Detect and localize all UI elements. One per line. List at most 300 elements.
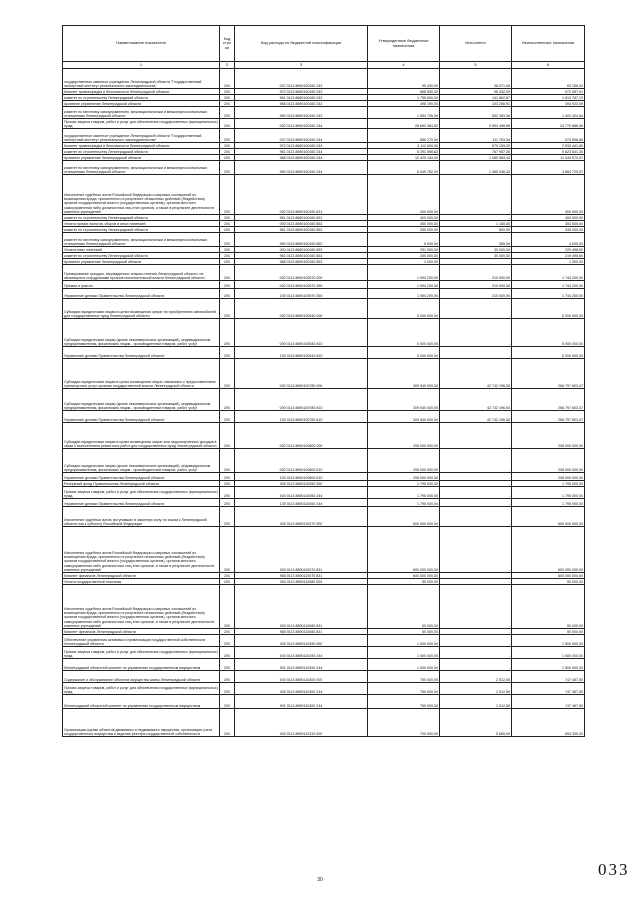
table-row: [63, 695, 585, 709]
cell-unexecuted: 694 335,00: [512, 709, 585, 737]
cell-unexecuted: 5 000 000,00: [512, 299, 585, 319]
cell-name: комитет по строительству Ленинградской области: [63, 227, 220, 233]
cell-code: 200: [220, 265, 235, 281]
cell-approved: 3 112 600,00: [368, 143, 440, 149]
cell-executed: 3 594 498,86: [440, 119, 512, 129]
cell-approved: 12 425 154,00: [368, 155, 440, 161]
cell-approved: 50 000,00: [368, 585, 440, 629]
cell-code: 200: [220, 233, 235, 247]
cell-unexecuted: 208 000 000,00: [512, 423, 585, 449]
table-row: [63, 107, 585, 119]
cell-executed: -: [440, 507, 512, 527]
cell-name: Субсидии юридическим лицам (кроме некоммерческих организаций), индивидуальным предпринимателям, физическим лицам - производителям товаров, работ, услуг: [63, 319, 220, 347]
cell-name: комитет по местному самоуправлению, межнациональным и межконфессиональным отношениям Ленинградской области: [63, 107, 220, 119]
table-row: [63, 423, 585, 449]
cell-approved: 6 049 762,00: [368, 161, 440, 175]
cell-approved: 1 500 000,00: [368, 659, 440, 671]
cell-approved: 1 795 000,00: [368, 487, 440, 499]
cell-executed: 30 000,00: [440, 253, 512, 259]
cell-executed: 365,00: [440, 233, 512, 247]
cell-executed: -: [440, 487, 512, 499]
cell-code: 200: [220, 155, 235, 161]
table-row: [63, 161, 585, 175]
table-row: [63, 659, 585, 671]
cell-executed: 141 862,87: [440, 95, 512, 101]
cell-classification: 972 0113 8890100160 244: [235, 143, 368, 149]
cell-unexecuted: 1 795 000,00: [512, 481, 585, 487]
cell-executed: 579 159,20: [440, 143, 512, 149]
cell-executed: -: [440, 175, 512, 215]
cell-approved: 309 540 000,00: [368, 359, 440, 389]
page-stamp: 033: [598, 860, 630, 879]
cell-classification: 130 0113 8890100800 810: [235, 473, 368, 481]
cell-classification: 000 0113 8890110310 000: [235, 709, 368, 737]
cell-unexecuted: 220 498,60: [512, 247, 585, 253]
cell-name: Обеспечение управления активами и приватизации государственной собственности Ленинградской области: [63, 635, 220, 647]
cell-unexecuted: 1 613 787,13: [512, 95, 585, 101]
cell-unexecuted: 1 744 200,00: [512, 289, 585, 299]
cell-executed: 1 165,00: [440, 221, 512, 227]
cell-code: 200: [220, 119, 235, 129]
cell-classification: 988 0113 8890100160 242: [235, 101, 368, 107]
cell-executed: -: [440, 423, 512, 449]
cell-approved: 1 954 200,00: [368, 265, 440, 281]
col-number: 4: [368, 62, 440, 69]
table-row: [63, 289, 585, 299]
cell-name: Субсидии юридическим лицам (кроме некоммерческих организаций), индивидуальным предпринимателям, физическим лицам - производителям товаров, работ, услуг: [63, 389, 220, 411]
cell-classification: 047 0113 8890100160 244: [235, 129, 368, 143]
cell-executed: -: [440, 629, 512, 635]
cell-approved: 1 795 000,00: [368, 499, 440, 507]
cell-classification: 000 0113 8890100160 853: [235, 247, 368, 253]
cell-approved: 1 795 000,00: [368, 481, 440, 487]
table-row: [63, 683, 585, 695]
cell-name: Ленинградский областной комитет по управлению государственным имуществом: [63, 659, 220, 671]
cell-code: 200: [220, 89, 235, 95]
cell-executed: -: [440, 347, 512, 359]
cell-approved: 1 000,00: [368, 259, 440, 265]
cell-classification: 965 0113 8890110080 831: [235, 629, 368, 635]
cell-name: Архивное управление Ленинградской области: [63, 259, 220, 265]
cell-code: 200: [220, 359, 235, 389]
cell-classification: 000 0113 8890100570 000: [235, 265, 368, 281]
cell-approved: 208 000 000,00: [368, 473, 440, 481]
cell-unexecuted: 50 000,00: [512, 585, 585, 629]
cell-name: Ленинградский областной комитет по управлению государственным имуществом: [63, 695, 220, 709]
table-row: [63, 527, 585, 573]
cell-approved: 5 000 000,00: [368, 347, 440, 359]
cell-executed: -: [440, 499, 512, 507]
cell-approved: 309 540 000,00: [368, 389, 440, 411]
cell-classification: 130 0113 8890100570 350: [235, 289, 368, 299]
cell-executed: 42 742 196,53: [440, 389, 512, 411]
cell-classification: 961 0113 8890100160 831: [235, 215, 368, 221]
cell-code: 200: [220, 389, 235, 411]
cell-executed: -: [440, 449, 512, 473]
cell-name: Уплата иных платежей: [63, 247, 220, 253]
cell-name: Прочая закупка товаров, работ и услуг для обеспечения государственных (муниципальных) нужд: [63, 683, 220, 695]
table-row: [63, 487, 585, 499]
cell-executed: -: [440, 585, 512, 629]
cell-classification: 990 0113 8890100160 242: [235, 107, 368, 119]
cell-executed: 96 432,09: [440, 89, 512, 95]
cell-classification: 000 0113 8890100780 000: [235, 359, 368, 389]
table-row: [63, 449, 585, 473]
cell-code: 200: [220, 107, 235, 119]
cell-unexecuted: 747 487,50: [512, 671, 585, 683]
table-row: [63, 233, 585, 247]
cell-code: 200: [220, 487, 235, 499]
table-row: [63, 473, 585, 481]
cell-name: Субсидии юридическим лицам (кроме некоммерческих организаций), индивидуальным предпринимателям, физическим лицам - производителям товаров, работ, услуг: [63, 449, 220, 473]
cell-executed: 30 000,00: [440, 247, 512, 253]
cell-name: Исполнение судебных актов Российской Федерации и мировых соглашений по возмещению вреда, причиненного в результате незаконных действий (бездействия) органов государственной власти (государственных органов), органов местного самоуправления либо должностных лиц этих органов, а также в результате деятельности казенных учреждений: [63, 527, 220, 573]
cell-approved: 1 500 000,00: [368, 647, 440, 659]
cell-approved: 309 540 000,00: [368, 411, 440, 423]
cell-code: 200: [220, 143, 235, 149]
cell-approved: 208 000 000,00: [368, 449, 440, 473]
cell-approved: 750 000,00: [368, 671, 440, 683]
cell-unexecuted: 353 835,00: [512, 221, 585, 227]
header-unexecuted: Неисполненные назначения: [512, 26, 585, 62]
cell-approved: 400 000,00: [368, 215, 440, 221]
table-row: [63, 499, 585, 507]
header-classification: Код расхода по бюджетной классификации: [235, 26, 368, 62]
table-row: [63, 507, 585, 527]
cell-unexecuted: 1 500 000,00: [512, 635, 585, 647]
cell-classification: 961 0113 8890100160 242: [235, 95, 368, 101]
cell-unexecuted: 747 487,50: [512, 695, 585, 709]
table-row: [63, 359, 585, 389]
cell-code: 200: [220, 683, 235, 695]
cell-code: 200: [220, 319, 235, 347]
cell-name: Комитет финансов Ленинградской области: [63, 629, 220, 635]
cell-unexecuted: 747 487,50: [512, 683, 585, 695]
cell-executed: 552 283,36: [440, 107, 512, 119]
cell-approved: 6 391 598,62: [368, 149, 440, 155]
cell-unexecuted: 50 000,00: [512, 629, 585, 635]
cell-classification: 130 0113 8890110050 244: [235, 499, 368, 507]
cell-name: Архивное управление Ленинградской области: [63, 101, 220, 107]
cell-unexecuted: 1 744 200,00: [512, 265, 585, 281]
cell-approved: 250 000,00: [368, 253, 440, 259]
cell-executed: -: [440, 573, 512, 579]
cell-code: 200: [220, 129, 235, 143]
table-row: [63, 129, 585, 143]
cell-name: Субсидии юридическим лицам в целях возмещения затрат или недополученных доходов в связи с выполнением ремонтных работ для государственных нужд Ленинградской области: [63, 423, 220, 449]
cell-classification: 961 0113 8890100160 853: [235, 253, 368, 259]
cell-unexecuted: 400 000,00: [512, 215, 585, 221]
cell-name: Управление делами Правительства Ленинградской области: [63, 347, 220, 359]
header-code: Код стро ки: [220, 26, 235, 62]
cell-classification: 000 0113 8890100160 852: [235, 221, 368, 227]
cell-executed: -: [440, 647, 512, 659]
cell-unexecuted: 24 770 886,06: [512, 119, 585, 129]
cell-name: Исполнение судебных актов Российской Федерации и мировых соглашений по возмещению вреда, причиненного в результате незаконных действий (бездействия) органов государственной власти (государственных органов), органов местного самоуправления либо должностных лиц этих органов, а также в результате деятельности казенных учреждений: [63, 585, 220, 629]
cell-name: Комитет финансов Ленинградской области: [63, 573, 220, 579]
cell-code: 200: [220, 473, 235, 481]
cell-executed: 42 742 196,53: [440, 359, 512, 389]
cell-executed: 1 080 583,43: [440, 155, 512, 161]
cell-unexecuted: 219 498,60: [512, 253, 585, 259]
cell-unexecuted: 574 506,66: [512, 129, 585, 143]
table-row: [63, 671, 585, 683]
cell-approved: 5 000 000,00: [368, 299, 440, 319]
cell-approved: 1 954 200,00: [368, 289, 440, 299]
cell-name: Субсидии юридическим лицам в целях возмещения затрат, связанных с предоставлением транспортных услуг органам государственной власти Ленинградской области: [63, 359, 220, 389]
cell-classification: 990 0113 8890100160 852: [235, 233, 368, 247]
table-row: [63, 299, 585, 319]
cell-approved: 1 755 650,00: [368, 95, 440, 101]
header-executed: Исполнено: [440, 26, 512, 62]
cell-unexecuted: 1 744 200,00: [512, 281, 585, 289]
cell-classification: 961 0113 8890100160 852: [235, 227, 368, 233]
cell-name: Содержание и обслуживание объектов имущества казны Ленинградской области: [63, 671, 220, 683]
cell-code: 200: [220, 253, 235, 259]
cell-executed: 210 000,00: [440, 289, 512, 299]
cell-approved: 251 000,00: [368, 247, 440, 253]
col-number: 3: [235, 62, 368, 69]
cell-approved: 350 000,00: [368, 221, 440, 227]
cell-name: Исполнение судебных актов, вступивших в законную силу, по искам к Ленинградской области как к субъекту Российской Федерации: [63, 507, 220, 527]
cell-name: Прочая закупка товаров, работ и услуг для обеспечения государственных (муниципальных) нужд: [64, 119, 218, 128]
cell-name: Управление делами Правительства Ленинградской области: [63, 411, 220, 423]
cell-classification: 000 0113 8890110300 000: [235, 671, 368, 683]
cell-name: комитет по местному самоуправлению, межнациональным и межконфессиональным отношениям Ленинградской области: [63, 161, 220, 175]
cell-code: 200: [220, 635, 235, 647]
cell-unexecuted: 5 000 000,00: [512, 319, 585, 347]
cell-approved: 668 550,00: [368, 89, 440, 95]
cell-classification: 130 0113 8890100780 810: [235, 411, 368, 423]
cell-name: Прочая закупка товаров, работ и услуг для обеспечения государственных (муниципальных) нужд: [63, 487, 220, 499]
cell-classification: 047 0113 8890100160 242: [235, 69, 368, 89]
cell-name: Комитет правопорядка и безопасности Ленинградской области: [63, 143, 220, 149]
cell-code: 200: [220, 175, 235, 215]
cell-name: комитет по строительству Ленинградской области: [63, 215, 220, 221]
cell-code: 200: [220, 227, 235, 233]
cell-approved: 498 190,00: [368, 101, 440, 107]
table-row: [63, 411, 585, 423]
cell-executed: -: [440, 659, 512, 671]
table-row: [63, 69, 585, 89]
cell-classification: 000 0113 8890110080 000: [235, 579, 368, 585]
table-row: [63, 119, 585, 129]
cell-approved: 600 000 000,00: [368, 573, 440, 579]
cell-code: 200: [220, 149, 235, 155]
report-sheet: [62, 25, 584, 737]
cell-classification: 988 0113 8890100160 244: [235, 155, 368, 161]
table-row: [63, 585, 585, 629]
cell-classification: 961 0113 8890100160 244: [235, 149, 368, 155]
cell-approved: 600 000 000,00: [368, 527, 440, 573]
cell-approved: 1 954 200,00: [368, 281, 440, 289]
header-row: [63, 26, 585, 62]
cell-approved: 50 000,00: [368, 579, 440, 585]
cell-unexecuted: 266 797 803,47: [512, 359, 585, 389]
cell-code: 200: [220, 585, 235, 629]
cell-code: 200: [220, 347, 235, 359]
cell-executed: -: [440, 481, 512, 487]
cell-classification: 000 0113 8890100800 810: [235, 449, 368, 473]
table-row: [63, 319, 585, 347]
cell-unexecuted: 400 000,00: [512, 175, 585, 215]
cell-code: 200: [220, 695, 235, 709]
cell-code: 200: [220, 579, 235, 585]
cell-executed: 36 071,08: [440, 69, 512, 89]
cell-unexecuted: 5 623 641,36: [512, 149, 585, 155]
cell-unexecuted: 63 158,92: [512, 69, 585, 89]
cell-unexecuted: 600 000 000,00: [512, 527, 585, 573]
cell-code: 200: [220, 289, 235, 299]
cell-name: Премии и гранты: [63, 281, 220, 289]
cell-classification: 000 0113 8890110300 244: [235, 683, 368, 695]
cell-classification: 000 0113 8890110050 244: [235, 487, 368, 499]
cell-name: Организация оценки объектов движимого и недвижимого имущества, организация учета государственного имущества и ведение реестра государственной собственности: [63, 709, 220, 737]
cell-executed: -: [440, 319, 512, 347]
cell-executed: -: [440, 473, 512, 481]
cell-classification: 000 0113 8890100780 810: [235, 389, 368, 411]
cell-approved: 350 000,00: [368, 227, 440, 233]
cell-unexecuted: 1 795 000,00: [512, 499, 585, 507]
cell-unexecuted: 11 344 570,57: [512, 155, 585, 161]
cell-unexecuted: 208 000 000,00: [512, 473, 585, 481]
cell-approved: 1 954 706,00: [368, 107, 440, 119]
cell-code: 200: [220, 499, 235, 507]
cell-code: 200: [220, 259, 235, 265]
cell-code: 200: [220, 709, 235, 737]
cell-unexecuted: 266 797 803,47: [512, 389, 585, 411]
cell-name: Архивное управление Ленинградской области: [63, 155, 220, 161]
table-row: [63, 281, 585, 289]
cell-executed: -: [440, 527, 512, 573]
cell-name: комитет по строительству Ленинградской области: [63, 149, 220, 155]
column-numbers-row: [63, 62, 585, 69]
cell-executed: 5 665,00: [440, 709, 512, 737]
cell-name: Исполнение судебных актов Российской Федерации и мировых соглашений по возмещению вреда, причиненного в результате незаконных действий (бездействия) органов государственной власти (государственных органов), органов местного самоуправления либо должностных лиц этих органов, а также в результате деятельности казенных учреждений: [63, 175, 220, 215]
cell-code: 200: [220, 69, 235, 89]
cell-classification: 965 0113 8890110070 831: [235, 573, 368, 579]
cell-name: Резервный фонд Правительства Ленинградской области: [63, 481, 220, 487]
cell-code: 200: [220, 647, 235, 659]
cell-classification: 972 0113 8890100160 242: [235, 89, 368, 95]
cell-approved: 99 430,00: [368, 69, 440, 89]
cell-classification: 000 0113 8890110070 831: [235, 527, 368, 573]
budget-table: [62, 25, 585, 737]
table-row: [63, 635, 585, 647]
cell-unexecuted: 600 000 000,00: [512, 573, 585, 579]
table-row: [63, 175, 585, 215]
cell-classification: 000 0113 8890110080 831: [235, 585, 368, 629]
cell-unexecuted: 1 000,00: [512, 259, 585, 265]
cell-unexecuted: 1 795 000,00: [512, 487, 585, 499]
cell-approved: 1 500 000,00: [368, 635, 440, 647]
cell-executed: 767 957,26: [440, 149, 512, 155]
cell-unexecuted: 349 200,00: [512, 227, 585, 233]
cell-classification: 130 0113 8890100540 810: [235, 347, 368, 359]
cell-approved: 50 000,00: [368, 629, 440, 635]
cell-classification: 000 0113 8890100570 350: [235, 281, 368, 289]
cell-name: Управление делами Правительства Ленинградской области: [63, 289, 220, 299]
cell-classification: 000 0113 8890100160 244: [235, 119, 368, 129]
cell-classification: 000 0113 8890110050 000: [235, 481, 368, 487]
cell-code: 200: [220, 215, 235, 221]
cell-executed: 210 000,00: [440, 265, 512, 281]
cell-code: 200: [220, 247, 235, 253]
cell-unexecuted: 266 797 803,47: [512, 411, 585, 423]
table-row: [63, 347, 585, 359]
cell-classification: 000 0113 8890100540 810: [235, 319, 368, 347]
page-number: 30: [317, 877, 323, 883]
cell-executed: -: [440, 215, 512, 221]
table-row: [63, 647, 585, 659]
cell-classification: 990 0113 8890100160 244: [235, 161, 368, 175]
cell-name: комитет по строительству Ленинградской области: [63, 95, 220, 101]
cell-name: Уплата прочих налогов, сборов и иных платежей: [63, 221, 220, 227]
cell-executed: -: [440, 635, 512, 647]
cell-unexecuted: 394 923,09: [512, 101, 585, 107]
cell-name: Управление делами Правительства Ленинградской области: [63, 473, 220, 481]
cell-name: Комитет правопорядка и безопасности Ленинградской области: [63, 89, 220, 95]
table-row: [63, 265, 585, 281]
cell-classification: 000 0113 8890100540 000: [235, 299, 368, 319]
col-number: 5: [440, 62, 512, 69]
cell-code: 200: [220, 411, 235, 423]
cell-approved: 208 000 000,00: [368, 423, 440, 449]
cell-approved: 28 660 384,82: [368, 119, 440, 129]
cell-code: 200: [220, 221, 235, 227]
cell-approved: 700 000,00: [368, 709, 440, 737]
cell-unexecuted: 1 402 424,64: [512, 107, 585, 119]
cell-name: Управление делами Правительства Ленинградской области: [63, 499, 220, 507]
cell-code: 200: [220, 161, 235, 175]
cell-code: 200: [220, 659, 235, 671]
cell-unexecuted: 5 000 000,00: [512, 347, 585, 359]
cell-name: Прочая закупка товаров, работ и услуг для обеспечения государственных (муниципальных) нужд: [63, 647, 220, 659]
cell-approved: 400 000,00: [368, 175, 440, 215]
cell-executed: 111 763,34: [440, 129, 512, 143]
cell-code: 200: [220, 527, 235, 573]
cell-classification: 901 0113 8890110300 244: [235, 695, 368, 709]
cell-name: государственное казенное учреждение Ленинградской области "Государственный экспертный институт регионального законодательства": [63, 69, 220, 89]
cell-approved: 750 000,00: [368, 683, 440, 695]
table-row: [63, 709, 585, 737]
cell-code: 200: [220, 95, 235, 101]
cell-executed: -: [440, 299, 512, 319]
cell-executed: 2 512,50: [440, 683, 512, 695]
cell-unexecuted: 50 000,00: [512, 579, 585, 585]
table-row: [63, 389, 585, 411]
cell-executed: 210 000,00: [440, 281, 512, 289]
cell-approved: 686 270,00: [368, 129, 440, 143]
cell-unexecuted: 1 500 000,00: [512, 659, 585, 671]
cell-unexecuted: 4 635,00: [512, 233, 585, 247]
col-number: 6: [512, 62, 585, 69]
cell-classification: 988 0113 8890100160 853: [235, 259, 368, 265]
cell-unexecuted: 572 087,91: [512, 89, 585, 95]
cell-unexecuted: 1 500 000,00: [512, 647, 585, 659]
cell-executed: 2 512,50: [440, 671, 512, 683]
cell-classification: 901 0113 8890110290 244: [235, 659, 368, 671]
cell-code: 200: [220, 481, 235, 487]
cell-approved: 600 000 000,00: [368, 507, 440, 527]
cell-name: Субсидии юридическим лицам в целях возмещения затрат по приобретению автомобилей для государственных нужд Ленинградской области: [63, 299, 220, 319]
cell-code: 200: [220, 449, 235, 473]
cell-approved: 5 000 000,00: [368, 319, 440, 347]
table-body: [63, 69, 585, 737]
col-number: 1: [63, 62, 220, 69]
cell-executed: 103 266,91: [440, 101, 512, 107]
cell-unexecuted: 600 000 000,00: [512, 507, 585, 527]
